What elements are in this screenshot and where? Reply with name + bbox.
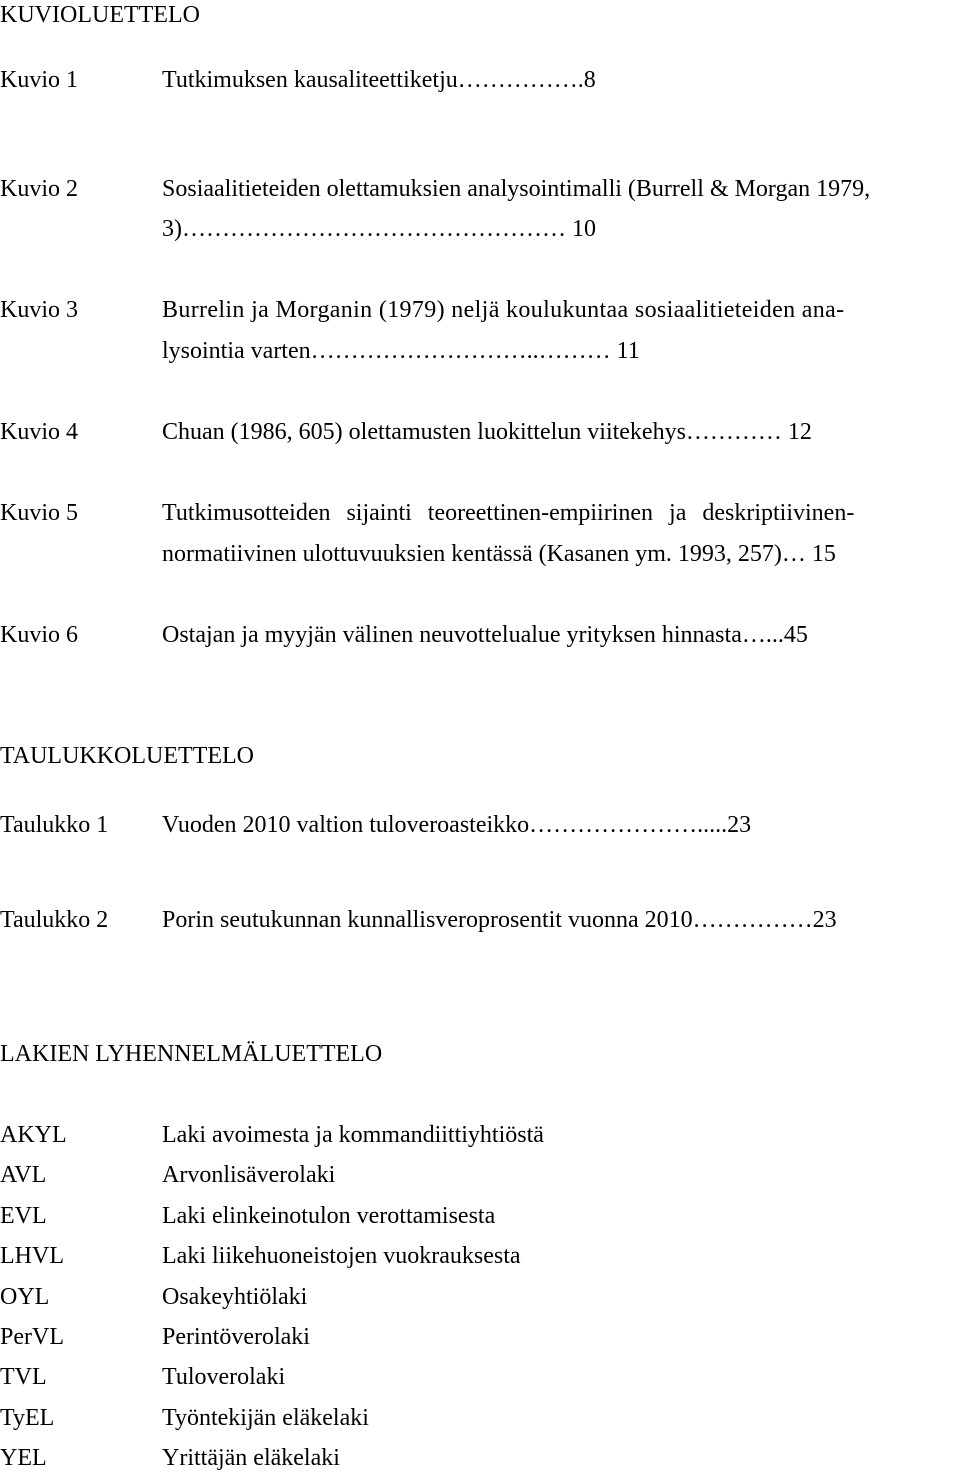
figure-title: Ostajan ja myyjän välinen neuvottelualue yrityksen hinnasta…...45 — [162, 622, 808, 648]
figure-label: Kuvio 5 — [0, 500, 78, 526]
figure-label: Kuvio 3 — [0, 297, 78, 323]
figure-label: Kuvio 1 — [0, 67, 78, 93]
abbreviation-code: LHVL — [0, 1243, 64, 1269]
figure-title-continued: lysointia varten………………………..……… 11 — [162, 338, 640, 364]
figure-title: Chuan (1986, 605) olettamusten luokittelun viitekehys………… 12 — [162, 419, 812, 445]
abbreviation-code: EVL — [0, 1203, 47, 1229]
table-label: Taulukko 2 — [0, 907, 109, 933]
abbreviation-name: Osakeyhtiölaki — [162, 1284, 308, 1310]
abbreviation-code: PerVL — [0, 1324, 64, 1350]
abbreviation-name: Tuloverolaki — [162, 1364, 286, 1390]
abbreviation-code: TVL — [0, 1364, 47, 1390]
figure-title-continued: normatiivinen ulottuvuuksien kentässä (Kasanen ym. 1993, 257)… 15 — [162, 541, 836, 567]
abbreviation-code: AKYL — [0, 1122, 67, 1148]
figure-title: Sosiaalitieteiden olettamuksien analysointimalli (Burrell & Morgan 1979, — [162, 176, 871, 202]
table-title: Vuoden 2010 valtion tuloveroasteikko………………….....23 — [162, 812, 752, 838]
figure-title: Tutkimuksen kausaliteettiketju…………….8 — [162, 67, 596, 93]
abbreviation-name: Arvonlisäverolaki — [162, 1162, 336, 1188]
abbreviation-name: Laki liikehuoneistojen vuokrauksesta — [162, 1243, 521, 1269]
abbreviation-code: OYL — [0, 1284, 50, 1310]
abbreviation-code: YEL — [0, 1445, 47, 1471]
table-title: Porin seutukunnan kunnallisveroprosentit vuonna 2010……………23 — [162, 907, 837, 933]
figure-label: Kuvio 4 — [0, 419, 78, 445]
figure-title: Burrelin ja Morganin (1979) neljä koulukuntaa sosiaalitieteiden ana- — [162, 297, 845, 323]
abbreviation-name: Laki avoimesta ja kommandiittiyhtiöstä — [162, 1122, 544, 1148]
table-label: Taulukko 1 — [0, 812, 109, 838]
figure-title: Tutkimusotteiden sijainti teoreettinen-empiirinen ja deskriptiivinen- — [162, 500, 855, 526]
abbreviation-name: Yrittäjän eläkelaki — [162, 1445, 340, 1471]
figure-label: Kuvio 2 — [0, 176, 78, 202]
abbreviation-name: Perintöverolaki — [162, 1324, 310, 1350]
tables-heading: TAULUKKOLUETTELO — [0, 743, 255, 769]
figures-heading: KUVIOLUETTELO — [0, 2, 200, 28]
abbreviation-code: AVL — [0, 1162, 47, 1188]
abbreviation-name: Työntekijän eläkelaki — [162, 1405, 369, 1431]
figure-label: Kuvio 6 — [0, 622, 78, 648]
abbreviation-name: Laki elinkeinotulon verottamisesta — [162, 1203, 496, 1229]
figure-title-continued: 3)………………………………………… 10 — [162, 216, 596, 242]
abbreviation-code: TyEL — [0, 1405, 55, 1431]
abbreviations-heading: LAKIEN LYHENNELMÄLUETTELO — [0, 1041, 383, 1067]
